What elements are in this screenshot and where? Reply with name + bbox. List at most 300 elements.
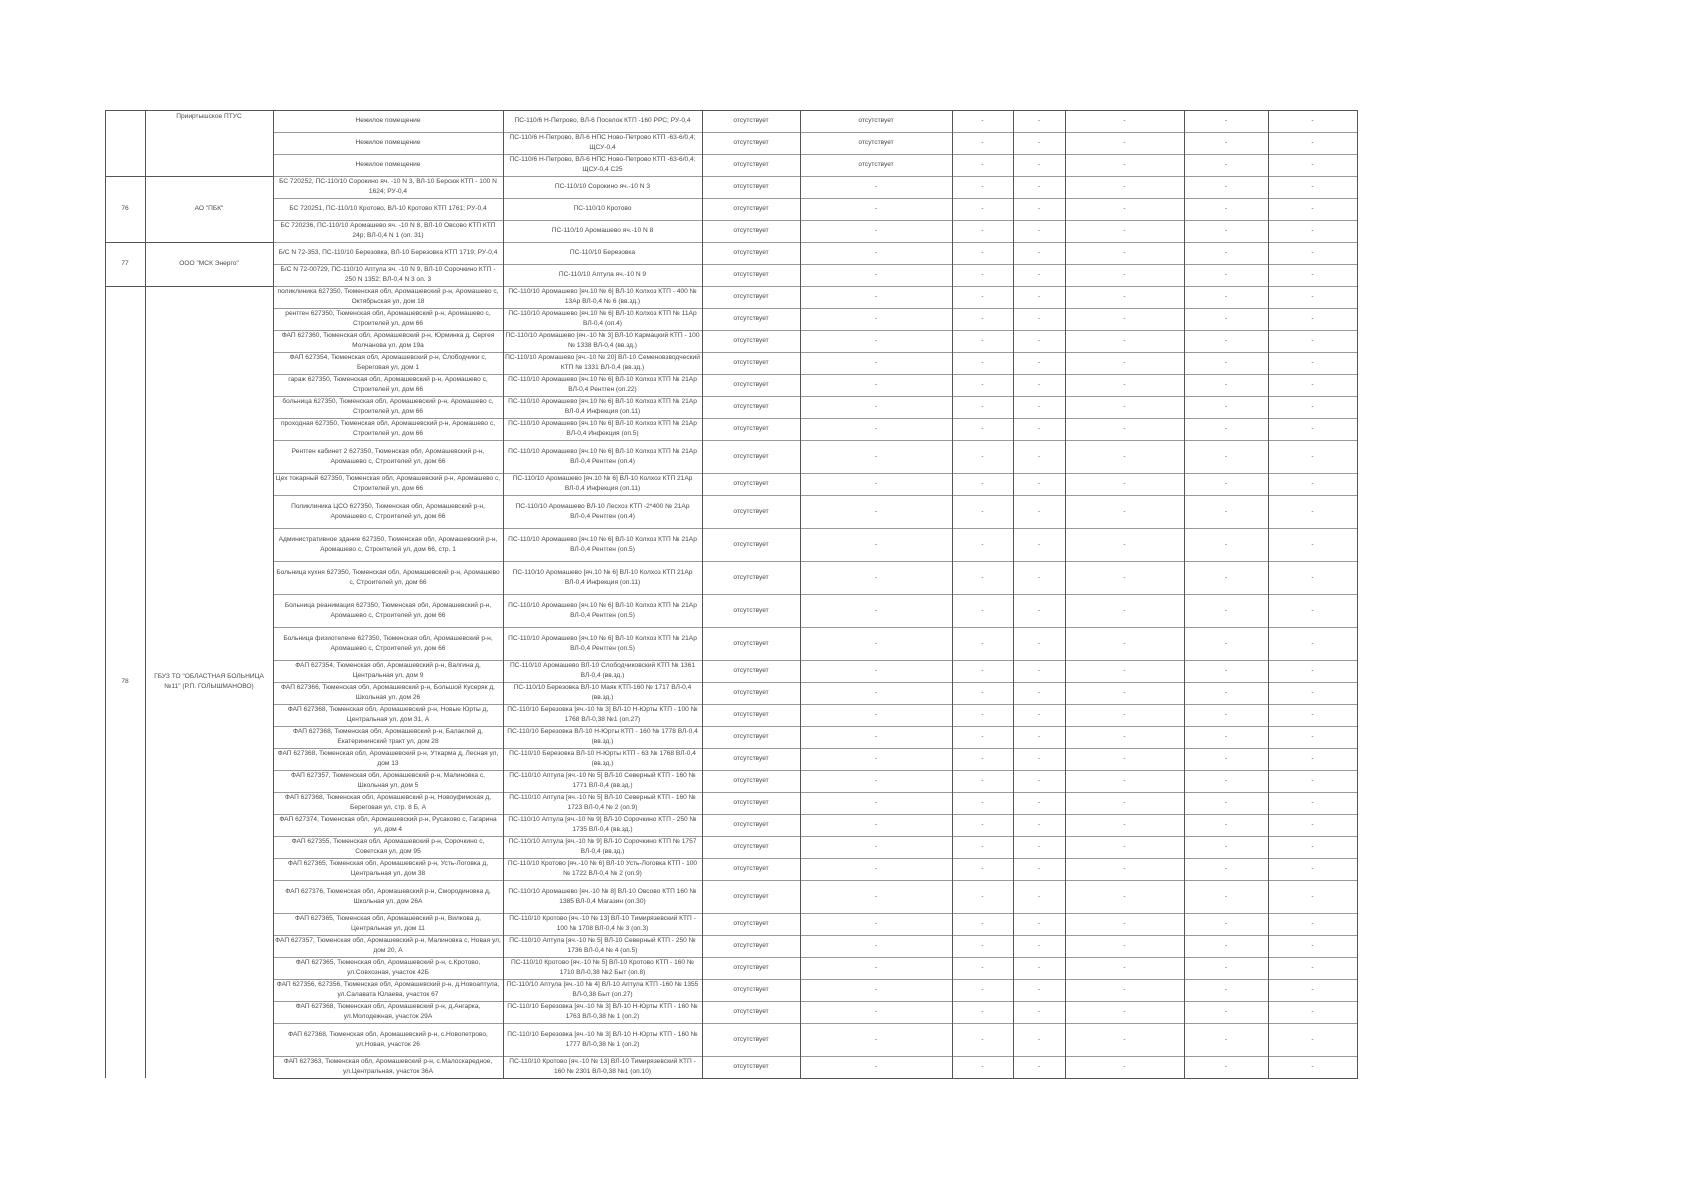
group-number: 77 [121,260,129,268]
table-cell-c8: - [1224,205,1228,213]
table-cell-c3: отсутствует [733,337,769,345]
table-cell-c4: - [874,359,878,367]
table-cell-object: БС 720252, ПС-110/10 Сорокино яч. -10 N 3, ВЛ-10 Берсюк КТП - 100 N 1624; РУ-0,4 [279,178,497,195]
table-cell-source: ПС-110/10 Кротово [яч.-10 № 5] ВЛ-10 Кротово КТП - 160 № 1710 ВЛ-0,38 №2 Быт (оп.8) [510,959,694,976]
table-cell-source: ПС-110/10 Сорокино яч.-10 N 3 [554,183,651,191]
table-cell-source: ПС-110/10 Березовка ВЛ-10 Маяк КТП-160 № 1717 ВЛ-0,4 (вв.зд.) [513,684,692,701]
table-cell-c5: - [981,452,984,460]
table-cell-object: ФАП 627356, 627356, Тюменская обл, Аромашевский р-н, д.Новоаптула, ул.Салавата Юлаева, участок 67 [276,981,500,998]
table-cell-source: ПС-110/10 Кротово [яч.-10 № 6] ВЛ-10 Усть-Логовка КТП - 100 № 1722 ВЛ-0,4 № 2 (оп.9) [507,860,698,877]
table-cell-c3: отсутствует [733,799,769,807]
table-cell-source: ПС-110/10 Аромашево [яч.10 № 6] ВЛ-10 Колхоз КТП № 21Ар ВЛ-0,4 Рентген (оп.5) [508,634,697,652]
table-cell-c8: - [1224,161,1228,169]
table-cell-c7: - [1123,540,1126,548]
table-cell-source: ПС-110/10 Аптула [яч.-10 № 5] ВЛ-10 Северный КТП - 160 № 1723 ВЛ-0,4 № 2 (оп.9) [509,794,696,811]
table-cell-c7: - [1123,733,1126,741]
table-cell-object: ФАП 627365, Тюменская обл, Аромашевский р-н, Усть-Логовка д, Центральная ул, дом 38 [287,860,489,877]
table-cell-c8: - [1224,403,1228,411]
table-cell-object: ФАП 627368, Тюменская обл, Аромашевский р-н, Уткарма д, Лесная ул, дом 13 [277,750,499,767]
table-cell-object: Нежилое помещение [355,139,421,147]
table-cell-c6: - [1037,139,1041,147]
table-cell-c4: - [874,986,878,994]
table-cell-c4: - [874,1008,878,1016]
table-cell-c7: - [1123,293,1126,301]
table-cell-source: ПС-110/10 Аптула [яч.-10 № 5] ВЛ-10 Северный КТП - 250 № 1736 ВЛ-0,4 № 4 (оп.5) [509,937,696,954]
table-cell-c8: - [1224,639,1228,647]
table-cell-c4: - [874,689,878,697]
table-cell-c9: - [1311,1008,1314,1016]
table-cell-c3: отсутствует [733,843,769,851]
table-cell-c6: - [1037,337,1041,345]
table-cell-c8: - [1224,139,1228,147]
table-cell-c6: - [1037,777,1041,785]
column-border [1357,110,1358,1078]
table-cell-c7: - [1123,821,1126,829]
table-cell-object: БС 720236, ПС-110/10 Аромашево яч. -10 N 8, ВЛ-10 Овсово КТП КТП 24р; ВЛ-0,4 N 1 (оп. 31) [280,222,496,239]
table-cell-c6: - [1037,964,1041,972]
table-cell-c9: - [1311,337,1314,345]
table-cell-c6: - [1037,755,1041,763]
table-cell-c7: - [1123,249,1126,257]
table-cell-c7: - [1123,183,1126,191]
table-cell-c6: - [1037,381,1041,389]
table-cell-c9: - [1311,986,1314,994]
table-cell-c4: - [874,1035,878,1043]
table-cell-c9: - [1311,315,1314,323]
table-cell-c4: - [874,606,878,614]
table-cell-source: ПС-110/10 Аромашево [яч.10 № 6] ВЛ-10 Колхоз КТП 21Ар ВЛ-0,4 Инфекция (оп.11) [512,475,693,492]
table-cell-c7: - [1123,117,1126,125]
table-cell-c7: - [1123,689,1126,697]
table-cell-object: Нежилое помещение [355,117,421,125]
table-cell-c9: - [1311,381,1314,389]
table-cell-object: ФАП 627363, Тюменская обл, Аромашевский р-н, с.Малоскаредное, ул.Центральная, участок 36А [283,1058,493,1075]
table-cell-c8: - [1224,843,1228,851]
column-border [273,110,274,1078]
table-cell-c5: - [981,271,984,279]
table-cell-c3: отсутствует [733,359,769,367]
table-cell-source: ПС-110/10 Березовка [яч.-10 № 3] ВЛ-10 Н-Юрты КТП - 100 № 1768 ВЛ-0,38 №1 (оп.27) [507,706,698,723]
table-cell-c4: - [874,315,878,323]
table-cell-c6: - [1037,540,1041,548]
table-cell-c7: - [1123,865,1126,873]
table-cell-source: ПС-110/10 Аромашево [яч.10 № 6] ВЛ-10 Колхоз КТП № 21Ар ВЛ-0,4 Рентген (оп.5) [508,535,697,553]
table-cell-source: ПС-110/10 Березовка [569,249,636,257]
table-cell-c9: - [1311,540,1314,548]
table-cell-c4: - [874,205,878,213]
table-cell-c3: отсутствует [733,733,769,741]
table-cell-c8: - [1224,480,1228,488]
table-cell-object: Цех токарный 627350, Тюменская обл, Аромашевский р-н, Аромашево с, Строителей ул, дом 66 [275,475,501,492]
table-cell-c5: - [981,403,984,411]
table-cell-object: больница 627350, Тюменская обл, Аромашевский р-н, Аромашево с, Строителей ул, дом 66 [282,398,494,415]
table-cell-c4: - [874,403,878,411]
table-cell-c7: - [1123,139,1126,147]
column-border [503,110,504,1078]
table-cell-c5: - [981,865,984,873]
table-cell-c6: - [1037,271,1041,279]
table-cell-source: ПС-110/6 Н-Петрово, ВЛ-6 Поселок КТП -160 РРС; РУ-0,4 [514,117,691,125]
table-cell-c5: - [981,293,984,301]
table-cell-object: БС 720251, ПС-110/10 Кротово, ВЛ-10 Кротово КТП 1761; РУ-0,4 [289,205,487,213]
table-cell-c3: отсутствует [733,161,769,169]
table-cell-c6: - [1037,425,1041,433]
table-cell-c7: - [1123,1035,1126,1043]
column-border [800,110,801,1078]
table-cell-object: ФАП 627376, Тюменская обл, Аромашевский р-н, Смородиновка д, Школьная ул, дом 26А [285,887,491,905]
table-cell-c5: - [981,161,984,169]
table-cell-c4: - [874,337,878,345]
table-cell-object: ФАП 627368, Тюменская обл, Аромашевский р-н, д.Ангарка, ул.Молодежная, участок 29А [295,1003,481,1020]
table-cell-object: гараж 627350, Тюменская обл, Аромашевский р-н, Аромашево с, Строителей ул, дом 66 [288,376,488,393]
table-cell-c6: - [1037,865,1041,873]
table-cell-c3: отсутствует [733,689,769,697]
table-cell-c9: - [1311,161,1314,169]
table-cell-c4: - [874,249,878,257]
table-cell-c5: - [981,843,984,851]
table-cell-c5: - [981,573,984,581]
table-cell-object: Поликлиника ЦСО 627350, Тюменская обл, Аромашевский р-н, Аромашево с, Строителей ул, дом 66 [291,502,485,520]
table-cell-c5: - [981,480,984,488]
table-cell-c6: - [1037,920,1041,928]
table-cell-c5: - [981,667,984,675]
table-cell-c3: отсутствует [733,315,769,323]
table-cell-c3: отсутствует [733,480,769,488]
table-cell-c6: - [1037,293,1041,301]
table-cell-c3: отсутствует [733,986,769,994]
group-number: 76 [121,205,129,213]
table-cell-c8: - [1224,271,1228,279]
table-cell-c7: - [1123,507,1126,515]
table-cell-c8: - [1224,606,1228,614]
table-cell-c3: отсутствует [733,606,769,614]
table-cell-c4: - [874,755,878,763]
table-cell-c7: - [1123,315,1126,323]
table-cell-source: ПС-110/10 Аромашево [яч.10 № 6] ВЛ-10 Колхоз КТП № 21Ар ВЛ-0,4 Рентген (оп.22) [508,376,697,393]
table-cell-c7: - [1123,403,1126,411]
table-cell-source: ПС-110/10 Аромашево [яч.10 № 6] ВЛ-10 Колхоз КТП - 400 № 13Ар ВЛ-0,4 № 6 (вв.зд.) [508,288,697,305]
table-cell-source: ПС-110/10 Березовка ВЛ-10 Н-Юрты КТП - 63 № 1768 ВЛ-0,4 (вв.зд.) [509,750,696,767]
table-cell-c8: - [1224,452,1228,460]
table-cell-c7: - [1123,711,1126,719]
table-cell-source: ПС-110/10 Аромашево [яч.10 № 6] ВЛ-10 Колхоз КТП № 21Ар ВЛ-0,4 Рентген (оп.4) [508,447,697,465]
table-cell-source: ПС-110/10 Аромашево [яч.10 № 6] ВЛ-10 Колхоз КТП № 21Ар ВЛ-0,4 Инфекция (оп.11) [508,398,697,415]
table-cell-object: ФАП 627368, Тюменская обл, Аромашевский р-н, Новоуфимская д, Береговая ул, стр. 8 Б, А [284,794,492,811]
table-cell-c9: - [1311,1035,1314,1043]
table-cell-c3: отсутствует [733,964,769,972]
table-cell-c8: - [1224,425,1228,433]
table-cell-c4: - [874,892,878,900]
table-cell-c5: - [981,425,984,433]
table-cell-c8: - [1224,227,1228,235]
table-cell-object: ФАП 627365, Тюменская обл, Аромашевский р-н, с.Кротово, ул.Совхозная, участок 42Б [295,959,481,976]
table-cell-source: ПС-110/10 Кротово [яч.-10 № 13] ВЛ-10 Тимирязевский КТП - 160 № 2301 ВЛ-0,38 №1 (оп.10) [509,1058,696,1075]
table-cell-c6: - [1037,452,1041,460]
table-cell-c8: - [1224,337,1228,345]
table-cell-c8: - [1224,293,1228,301]
table-cell-c3: отсутствует [733,777,769,785]
table-cell-c6: - [1037,711,1041,719]
table-cell-c8: - [1224,117,1228,125]
table-cell-c3: отсутствует [733,205,769,213]
table-cell-c8: - [1224,755,1228,763]
table-cell-c7: - [1123,777,1126,785]
table-cell-c9: - [1311,403,1314,411]
table-cell-c6: - [1037,480,1041,488]
table-cell-c4: - [874,573,878,581]
table-cell-c9: - [1311,425,1314,433]
table-cell-c8: - [1224,183,1228,191]
table-cell-c4: - [874,293,878,301]
table-cell-c6: - [1037,315,1041,323]
table-cell-c6: - [1037,117,1041,125]
table-cell-c8: - [1224,507,1228,515]
table-cell-c5: - [981,249,984,257]
table-cell-object: поликлиника 627350, Тюменская обл, Аромашевский р-н, Аромашево с, Октябрьская ул, дом 18 [277,288,499,305]
table-cell-c9: - [1311,606,1314,614]
table-cell-object: ФАП 627368, Тюменская обл, Аромашевский р-н, Балаклей д, Екатерининский тракт ул, дом 28 [293,728,483,745]
table-cell-c9: - [1311,359,1314,367]
table-cell-c9: - [1311,271,1314,279]
table-cell-c3: отсутствует [733,639,769,647]
table-cell-source: ПС-110/6 Н-Петрово, ВЛ-6 НПС Ново-Петрово КТП -63-6/0,4; ЩСУ-0,4 [509,134,696,151]
table-cell-c7: - [1123,425,1126,433]
table-cell-c4: - [874,507,878,515]
table-cell-c4: - [874,1063,878,1071]
table-cell-object: рентген 627350, Тюменская обл, Аромашевский р-н, Аромашево с, Строителей ул, дом 66 [285,310,491,327]
table-cell-c5: - [981,227,984,235]
table-cell-c7: - [1123,639,1126,647]
table-cell-c4: - [874,821,878,829]
table-cell-c8: - [1224,799,1228,807]
table-cell-c5: - [981,711,984,719]
table-cell-c5: - [981,507,984,515]
table-cell-c4: - [874,777,878,785]
table-cell-c9: - [1311,227,1314,235]
table-cell-c8: - [1224,986,1228,994]
group-number [105,110,145,176]
table-cell-c7: - [1123,227,1126,235]
table-cell-source: ПС-110/10 Аптула [яч.-10 № 4] ВЛ-10 Аптула КТП -160 № 1355 ВЛ-0,38 Быт (оп.27) [506,981,699,998]
table-cell-c9: - [1311,777,1314,785]
table-cell-c5: - [981,777,984,785]
table-cell-source: ПС-110/10 Аптула [яч.-10 № 5] ВЛ-10 Северный КТП - 160 № 1771 ВЛ-0,4 (вв.зд.) [509,772,696,789]
table-cell-c8: - [1224,315,1228,323]
table-cell-source: ПС-110/10 Кротово [573,205,632,213]
column-border [1268,110,1269,1078]
table-cell-c8: - [1224,942,1228,950]
table-cell-c5: - [981,986,984,994]
table-cell-c3: отсутствует [733,865,769,873]
table-cell-c7: - [1123,755,1126,763]
table-cell-c4: - [874,381,878,389]
table-cell-c5: - [981,689,984,697]
table-cell-c5: - [981,117,984,125]
table-cell-c8: - [1224,892,1228,900]
table-cell-c6: - [1037,667,1041,675]
table-cell-object: ФАП 627374, Тюменская обл, Аромашевский р-н, Русаково с, Гагарина ул, дом 4 [279,816,497,833]
table-cell-c8: - [1224,667,1228,675]
group-organization: АО "ПБК" [194,205,224,213]
table-cell-c3: отсутствует [733,227,769,235]
table-cell-object: ФАП 627355, Тюменская обл, Аромашевский р-н, Сорочкино с, Советская ул, дом 95 [291,838,485,855]
table-cell-c9: - [1311,733,1314,741]
table-cell-c3: отсутствует [733,892,769,900]
table-cell-source: ПС-110/10 Аромашево [яч.-10 № 3] ВЛ-10 Кармацкий КТП - 100 № 1338 ВЛ-0,4 (вв.зд.) [505,332,700,349]
table-cell-object: Больница кухня 627350, Тюменская обл, Аромашевский р-н, Аромашево с, Строителей ул, дом 66 [276,568,500,586]
table-cell-c7: - [1123,271,1126,279]
group-organization: ГБУЗ ТО "ОБЛАСТНАЯ БОЛЬНИЦА №11" (Р.П. ГОЛЫШМАНОВО) [154,673,264,690]
table-cell-c4: отсутствует [858,161,894,169]
table-cell-c3: отсутствует [733,942,769,950]
table-cell-object: Административное здание 627350, Тюменская обл, Аромашевский р-н, Аромашево с, Строителей ул, дом 66, стр. 1 [278,535,498,553]
table-cell-object: Нежилое помещение [355,161,421,169]
table-cell-source: ПС-110/10 Березовка [яч.-10 № 3] ВЛ-10 Н-Юрты КТП - 160 № 1763 ВЛ-0,38 № 1 (оп.2) [507,1003,698,1020]
table-cell-c6: - [1037,1035,1041,1043]
table-cell-c3: отсутствует [733,249,769,257]
table-cell-c4: - [874,639,878,647]
table-cell-source: ПС-110/6 Н-Петрово, ВЛ-6 НПС Ново-Петрово КТП -63-6/0,4; ЩСУ-0,4 С25 [509,156,696,173]
table-cell-c3: отсутствует [733,920,769,928]
table-cell-c6: - [1037,205,1041,213]
table-cell-c7: - [1123,799,1126,807]
table-cell-c7: - [1123,161,1126,169]
column-border [1184,110,1185,1078]
table-cell-c7: - [1123,667,1126,675]
table-cell-c3: отсутствует [733,1035,769,1043]
table-cell-c9: - [1311,964,1314,972]
table-cell-object: ФАП 627354, Тюменская обл, Аромашевский р-н, Валгина д, Центральная ул, дом 9 [295,662,481,679]
table-cell-object: проходная 627350, Тюменская обл, Аромашевский р-н, Аромашево с, Строителей ул, дом 66 [280,420,496,437]
table-cell-c3: отсутствует [733,667,769,675]
table-cell-c6: - [1037,821,1041,829]
table-cell-c9: - [1311,117,1314,125]
table-cell-c6: - [1037,507,1041,515]
table-cell-c7: - [1123,606,1126,614]
table-cell-c5: - [981,315,984,323]
table-cell-c4: - [874,425,878,433]
table-cell-source: ПС-110/10 Аромашево [яч.10 № 6] ВЛ-10 Колхоз КТП № 21Ар ВЛ-0,4 Рентген (оп.5) [508,601,697,619]
table-cell-source: ПС-110/10 Аромашево ВЛ-10 Лесхоз КТП -2*400 № 21Ар ВЛ-0,4 Рентген (оп.4) [515,502,690,520]
table-cell-c8: - [1224,1063,1228,1071]
table-cell-c9: - [1311,183,1314,191]
table-cell-c5: - [981,337,984,345]
table-cell-source: ПС-110/10 Аромашево яч.-10 N 8 [551,227,654,235]
table-cell-c3: отсутствует [733,540,769,548]
table-cell-object: Б/С N 72-00729, ПС-110/10 Аптула яч. -10 N 9, ВЛ-10 Сорочкино КТП - 250 N 1352; ВЛ-0,4 N 3 оп. 3 [280,266,496,283]
table-cell-c5: - [981,892,984,900]
table-cell-c9: - [1311,249,1314,257]
table-cell-c4: - [874,227,878,235]
table-cell-c5: - [981,639,984,647]
table-cell-object: ФАП 627357, Тюменская обл, Аромашевский р-н, Малиновка с, Новая ул, дом 20, А [275,937,501,954]
table-cell-c4: - [874,183,878,191]
table-cell-c6: - [1037,843,1041,851]
row-border [273,1078,1358,1079]
table-cell-object: ФАП 627360, Тюменская обл, Аромашевский р-н, Юрминка д, Сергея Молчанова ул, дом 19а [281,332,495,349]
table-cell-c6: - [1037,986,1041,994]
table-cell-c6: - [1037,639,1041,647]
table-cell-object: Рентген кабинет 2 627350, Тюменская обл, Аромашевский р-н, Аромашево с, Строителей ул, дом 66 [291,447,485,465]
table-cell-c5: - [981,1063,984,1071]
table-cell-c7: - [1123,920,1126,928]
table-cell-c5: - [981,799,984,807]
table-cell-c3: отсутствует [733,381,769,389]
table-cell-c8: - [1224,777,1228,785]
table-cell-object: ФАП 627357, Тюменская обл, Аромашевский р-н, Малиновка с, Школьная ул, дом 5 [290,772,486,789]
table-cell-object: ФАП 627368, Тюменская обл, Аромашевский р-н, с.Новопетрово, ул.Новая, участок 26 [288,1030,488,1048]
table-cell-c9: - [1311,452,1314,460]
table-cell-c6: - [1037,161,1041,169]
table-cell-c3: отсутствует [733,425,769,433]
table-cell-c6: - [1037,606,1041,614]
table-cell-c7: - [1123,573,1126,581]
table-cell-c8: - [1224,865,1228,873]
table-cell-c9: - [1311,799,1314,807]
table-cell-c5: - [981,1035,984,1043]
table-cell-c4: - [874,480,878,488]
table-cell-object: Больница физиотелене 627350, Тюменская обл, Аромашевский р-н, Аромашево с, Строителей ул, дом 66 [283,634,493,652]
table-cell-c3: отсутствует [733,573,769,581]
table-cell-c5: - [981,942,984,950]
table-cell-c9: - [1311,942,1314,950]
table-cell-c4: - [874,540,878,548]
table-cell-object: ФАП 627366, Тюменская обл, Аромашевский р-н, Большой Кусеряк д, Школьная ул, дом 26 [281,684,495,701]
table-cell-c3: отсутствует [733,507,769,515]
table-cell-c4: отсутствует [858,139,894,147]
table-cell-c8: - [1224,573,1228,581]
table-cell-source: ПС-110/10 Аромашево [яч.10 № 6] ВЛ-10 Колхоз КТП № 21Ар ВЛ-0,4 Инфекция (оп.5) [508,420,697,437]
table-cell-c6: - [1037,249,1041,257]
table-cell-c4: - [874,920,878,928]
table-cell-c5: - [981,540,984,548]
table-cell-c4: - [874,733,878,741]
table-cell-c3: отсутствует [733,755,769,763]
table-cell-c9: - [1311,507,1314,515]
table-cell-c8: - [1224,711,1228,719]
table-cell-c5: - [981,205,984,213]
table-cell-source: ПС-110/10 Аромашево [яч.-10 № 8] ВЛ-10 Овсово КТП 160 № 1385 ВЛ-0,4 Магазин (оп.30) [508,887,697,905]
table-cell-c6: - [1037,892,1041,900]
table-cell-c7: - [1123,337,1126,345]
table-cell-c9: - [1311,689,1314,697]
group-organization: Прииртышское ПТУС [176,113,242,120]
group-number: 78 [121,678,129,686]
table-cell-source: ПС-110/10 Березовка [яч.-10 № 3] ВЛ-10 Н-Юрты КТП - 160 № 1777 ВЛ-0,38 № 1 (оп.2) [507,1030,698,1048]
table-cell-source: ПС-110/10 Березовка ВЛ-10 Н-Юрты КТП - 160 № 1778 ВЛ-0,4 (вв.зд.) [507,728,698,745]
table-cell-c4: - [874,667,878,675]
table-cell-c8: - [1224,359,1228,367]
table-cell-object: ФАП 627368, Тюменская обл, Аромашевский р-н, Новые Юрты д, Центральная ул, дом 31, А [287,706,489,723]
table-cell-c9: - [1311,920,1314,928]
column-border [952,110,953,1078]
table-cell-c8: - [1224,1035,1228,1043]
table-cell-c5: - [981,359,984,367]
table-cell-c9: - [1311,865,1314,873]
table-cell-c5: - [981,821,984,829]
table-cell-c7: - [1123,381,1126,389]
table-cell-c4: - [874,452,878,460]
table-cell-source: ПС-110/10 Аромашево [яч.10 № 6] ВЛ-10 Колхоз КТП № 11Ар ВЛ-0,4 (оп.4) [508,310,697,327]
table-cell-c4: - [874,964,878,972]
table-cell-c5: - [981,755,984,763]
table-cell-source: ПС-110/10 Аромашево [яч.-10 № 20] ВЛ-10 Семеновзводческий КТП № 1331 ВЛ-0,4 (вв.зд.) [505,354,700,371]
table-cell-c3: отсутствует [733,271,769,279]
table-cell-c3: отсутствует [733,117,769,125]
table-cell-c9: - [1311,667,1314,675]
table-cell-c6: - [1037,183,1041,191]
table-cell-c8: - [1224,821,1228,829]
